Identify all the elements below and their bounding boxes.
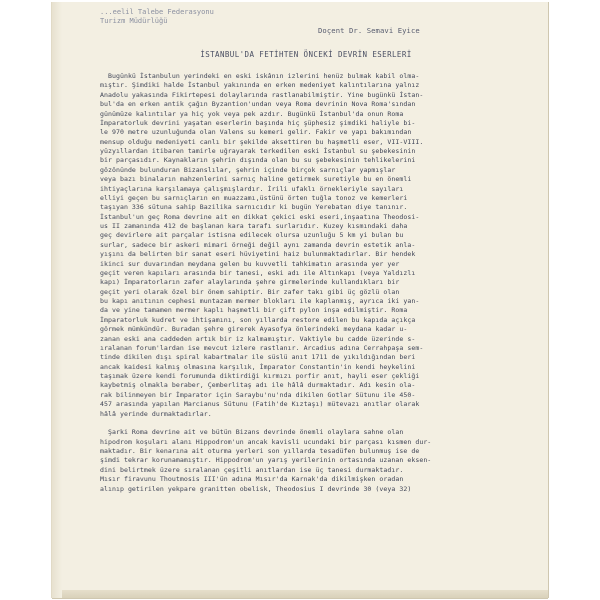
text-line: İmparatorluk devrini yaşatan eserlerin başında hiç şüphesiz şimdiki haliyle bi-: [100, 118, 416, 127]
text-line: dini belirtmek üzere sıralanan çeşitli anıtlardan ise üç tanesi durmaktadır.: [100, 465, 404, 474]
text-line: mıştır. Şimdiki halde İstanbul yakınında en erken medeniyet kalıntılarına yalnız: [100, 81, 420, 90]
text-line: da ve yine tamamen mermer kaplı haşmetli bir çift pylon inşa edilmiştir. Roma: [100, 306, 408, 315]
text-line: ıralanan forum'lardan ise mevcut izlere rastlanır. Arcadius adına Cerrahpaşa sem-: [100, 343, 424, 352]
text-line: us II zamanında 412 de başlanan kara tarafı surlarıdır. Kuzey kısmındaki daha: [100, 222, 408, 230]
text-line: görmek mümkündür. Buradan şehre girerek Ayasofya önlerindeki meydana kadar u-: [100, 325, 408, 334]
text-line: veya bazı binaların mahzenlerini sarnıç haline getirmek suretiyle bu en önemli: [100, 175, 412, 184]
text-line: ancak kaidesi kalmış olmasına karşılık, İmparator Constantin'in kendi heykelini: [100, 362, 416, 371]
text-line: Bugünkü İstanbulun yerindeki en eski iskânın izlerini henüz bulmak kabil olma-: [100, 72, 420, 80]
text-line: yüzyıllardan itibaren tamirle uğrayarak terkedilen eski İstanbul su şebekesinin: [100, 147, 416, 155]
text-line: bul'da en erken antik çağın Byzantion'undan veya Roma devrinin Nova Roma'sından: [100, 100, 416, 109]
text-line: kapı) İmparatorların zafer alaylarında şehre girmelerinde kullandıkları bir: [100, 278, 400, 287]
author-name: Doçent Dr. Semavi Eyice: [318, 26, 420, 35]
text-line: Anadolu yakasında Fikirtepesi dolaylarında rastlanabilmiştir. Yine bugünkü İstan-: [100, 90, 424, 99]
text-line: günümüze kalıntılar ya hiç yok veya pek azdır. Bugünkü İstanbul'da onun Roma: [100, 109, 404, 118]
text-line: maktadır. Bir kenarına ait oturma yerleri son yıllarda tesadüfen bulunmuş ise de: [100, 447, 420, 455]
text-line: bir parçasıdır. Kaynakların şehrin dışında olan bu su şebekesinin tehlikelerini: [100, 156, 416, 165]
text-line: rak bilinmeyen bir İmparator için Saraybu'nu'nda dikilen Gotlar Sütunu ile 450-: [100, 390, 416, 399]
text-line: şimdi tekrar korunamamıştır. Hippodrom'un yarış yerilerinin ortasında uzanan eksen-: [100, 456, 432, 465]
text-line: geç devirlere ait parçalar istisna edilecek olursa uzunluğu 5 km yi bulan bu: [100, 231, 404, 240]
text-line: İmparatorluk kudret ve ihtişamını, son yıllarda restore edilen bu kapıda açıkça: [100, 315, 416, 324]
text-line: zanan eski ana caddeden artık bir iz kalmamıştır. Vaktiyle bu cadde üzerinde s-: [100, 334, 416, 343]
text-line: tinde dikilen dışı spiral kabartmalar ile süslü anıt 1711 de yıkıldığından beri: [100, 353, 416, 362]
text-line: taşıyan 336 sütuna sahip Bazilika sarnıcıdır ki bugün Yerebatan diye tanınır.: [100, 203, 408, 212]
text-line: Mısır firavunu Thoutmosis III'ün adına Mısır'da Karnak'da dikilmişken oradan: [100, 475, 404, 484]
document-body: [100, 72, 552, 494]
text-line: geçit yeri olarak özel bir önem sahiptir. Bir zafer takı gibi üç gözlü olan: [100, 287, 400, 296]
text-line: ihtiyaçlarına karşılamaya çalışmışlardır. İrili ufaklı örnekleriyle sayıları: [100, 184, 404, 193]
text-line: alınıp getirilen yekpare granitten obelisk, Theodosius I devrinde 30 (veya 32): [100, 484, 412, 493]
department-name: Turizm Müdürlüğü: [100, 17, 168, 25]
text-line: taşımak üzere kendi forumunda diktirdiği kırmızı porfir anıt, hayli eser çekliği: [100, 372, 420, 380]
text-line: İstanbul'un geç Roma devrine ait en dikkat çekici eski eseri,inşaatına Theodosi-: [100, 212, 420, 221]
text-line: le 970 metre uzunluğunda olan Valens su kemeri gelir. Fakir ve yapı bakımından: [100, 128, 412, 137]
text-line: ikinci sur duvarından meydana gelen bu kuvvetli tahkimatın arasında yer yer: [100, 259, 400, 268]
text-line: Şarki Roma devrine ait ve bütün Bizans devrinde önemli olaylara sahne olan: [100, 428, 404, 437]
text-line: yışını da belirten bir sanat eseri hüviyetini haiz bulunmaktadırlar. Bir hendek: [100, 250, 416, 259]
organization-name: ...eelil Talebe Federasyonu: [100, 8, 214, 16]
page-binding-edge: [52, 2, 62, 598]
text-line: kaybetmiş olmakla beraber, Çemberlitaş adı ile hâlâ durmaktadır. Adı kesin ola-: [100, 381, 416, 390]
text-line: mensup olduğu medeniyeti canlı bir şekilde aksettiren bu haşmetli eser, VII-VIII.: [100, 137, 424, 146]
text-line: gözönünde bulunduran Bizanslılar, şehrin içinde birçok sarnıçlar yapmışlar: [100, 165, 396, 174]
text-line: hipodrom koşuları alanı Hippodrom'un ancak kavisli ucundaki bir parçası kısmen dur-: [100, 437, 432, 446]
document-title: İSTANBUL'DA FETİHTEN ÖNCEKİ DEVRİN ESERLERİ: [200, 50, 412, 59]
text-line: hâlâ yerinde durmaktadırlar.: [100, 409, 212, 418]
organization-header: [100, 8, 214, 26]
text-line: [100, 419, 552, 428]
text-line: geçit veren kapıları arasında bir tanesi, eski adı ile Altınkapı (veya Yaldızlı: [100, 268, 416, 277]
text-line: elliyi geçen bu sarnıçların en muazzamı,üstünü örten tuğla tonoz ve kemerleri: [100, 193, 408, 202]
text-line: surlar, sadece bir askeri mimari örneği değil aynı zamanda devrin estetik anla-: [100, 240, 416, 249]
text-line: bu kapı anıtının cephesi muntazam mermer blokları ile kaplanmış, ayrıca iki yan-: [100, 297, 420, 305]
text-line: 457 arasında yapılan Marcianus Sütunu (Fatih'de Kıztaşı) mütevazı anıtlar olarak: [100, 400, 420, 409]
